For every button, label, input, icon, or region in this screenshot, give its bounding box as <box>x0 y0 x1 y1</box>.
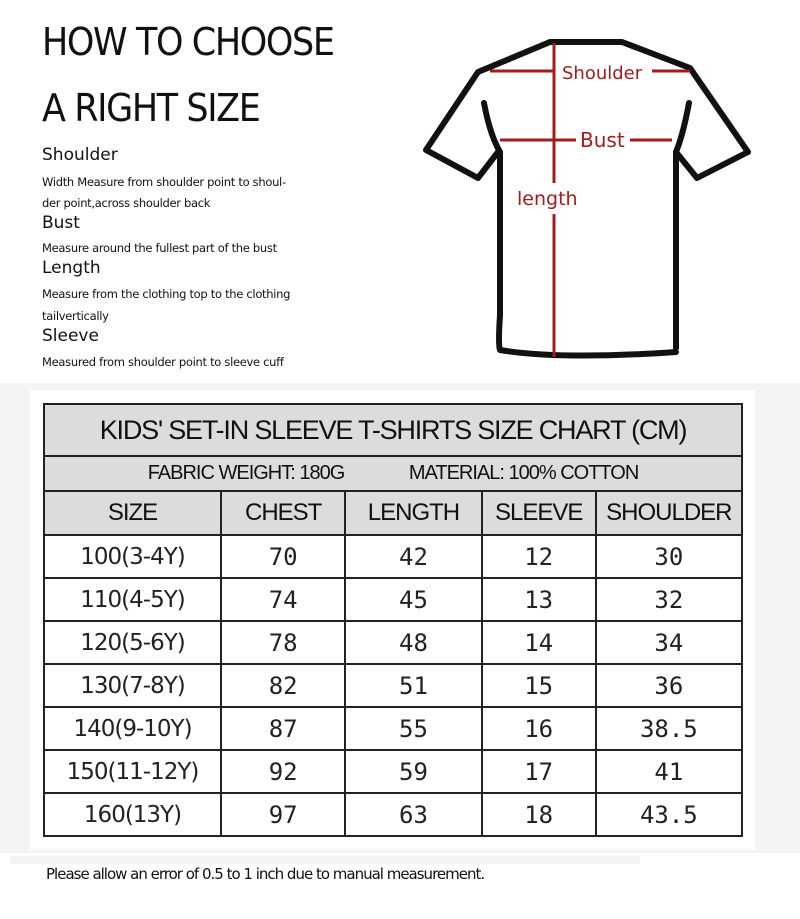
cell-chest: 97 <box>221 793 345 836</box>
cell-length: 59 <box>345 750 481 793</box>
chart-title: KIDS' SET-IN SLEEVE T-SHIRTS SIZE CHART (CM) <box>44 404 742 456</box>
cell-size: 160(13Y) <box>44 793 221 836</box>
desc-length-line1: Measure from the clothing top to the clothing <box>42 287 291 301</box>
cell-chest: 74 <box>221 578 345 621</box>
cell-chest: 92 <box>221 750 345 793</box>
term-sleeve: Sleeve <box>42 326 99 346</box>
cell-length: 51 <box>345 664 481 707</box>
table-row <box>44 707 742 750</box>
note-divider <box>10 856 640 864</box>
desc-sleeve: Measured from shoulder point to sleeve cuff <box>42 355 284 369</box>
desc-shoulder-line2: der point,across shoulder back <box>42 196 211 210</box>
tshirt-outline-icon <box>426 42 748 356</box>
guide-title-line1: HOW TO CHOOSE <box>42 20 334 64</box>
header-shoulder: SHOULDER <box>596 491 742 535</box>
cell-shoulder: 32 <box>596 578 742 621</box>
cell-chest: 82 <box>221 664 345 707</box>
cell-shoulder: 36 <box>596 664 742 707</box>
cell-chest: 87 <box>221 707 345 750</box>
cell-length: 55 <box>345 707 481 750</box>
guide-title-line2: A RIGHT SIZE <box>42 86 260 130</box>
cell-sleeve: 15 <box>482 664 596 707</box>
cell-size: 100(3-4Y) <box>44 535 221 578</box>
header-chest: CHEST <box>221 491 345 535</box>
fabric-weight: FABRIC WEIGHT: 180G <box>147 462 345 484</box>
cell-length: 45 <box>345 578 481 621</box>
table-row <box>44 621 742 664</box>
cell-shoulder: 38.5 <box>596 707 742 750</box>
table-row <box>44 535 742 578</box>
cell-sleeve: 14 <box>482 621 596 664</box>
cell-length: 42 <box>345 535 481 578</box>
desc-shoulder-line1: Width Measure from shoulder point to shoul- <box>42 175 286 189</box>
cell-sleeve: 13 <box>482 578 596 621</box>
cell-shoulder: 43.5 <box>596 793 742 836</box>
cell-sleeve: 18 <box>482 793 596 836</box>
desc-bust: Measure around the fullest part of the bust <box>42 241 277 255</box>
term-shoulder: Shoulder <box>42 145 118 165</box>
desc-length-line2: tailvertically <box>42 309 109 323</box>
cell-chest: 70 <box>221 535 345 578</box>
header-sleeve: SLEEVE <box>482 491 596 535</box>
cell-sleeve: 16 <box>482 707 596 750</box>
cell-sleeve: 12 <box>482 535 596 578</box>
cell-size: 110(4-5Y) <box>44 578 221 621</box>
cell-length: 63 <box>345 793 481 836</box>
material: MATERIAL: 100% COTTON <box>408 462 639 484</box>
table-row <box>44 578 742 621</box>
table-row <box>44 750 742 793</box>
table-row <box>44 793 742 836</box>
cell-size: 130(7-8Y) <box>44 664 221 707</box>
cell-shoulder: 41 <box>596 750 742 793</box>
label-length: length <box>517 188 578 210</box>
cell-sleeve: 17 <box>482 750 596 793</box>
label-shoulder: Shoulder <box>562 63 643 84</box>
header-size: SIZE <box>44 491 221 535</box>
term-bust: Bust <box>42 213 80 233</box>
table-row <box>44 664 742 707</box>
cell-chest: 78 <box>221 621 345 664</box>
cell-size: 140(9-10Y) <box>44 707 221 750</box>
header-length: LENGTH <box>345 491 481 535</box>
cell-size: 120(5-6Y) <box>44 621 221 664</box>
cell-shoulder: 30 <box>596 535 742 578</box>
cell-size: 150(11-12Y) <box>44 750 221 793</box>
size-chart-table <box>43 403 743 837</box>
cell-length: 48 <box>345 621 481 664</box>
fabric-info <box>44 456 742 491</box>
tshirt-diagram <box>420 30 760 370</box>
column-headers <box>44 491 742 535</box>
cell-shoulder: 34 <box>596 621 742 664</box>
measurement-note: Please allow an error of 0.5 to 1 inch due to manual measurement. <box>46 865 485 883</box>
term-length: Length <box>42 258 101 278</box>
label-bust: Bust <box>580 128 625 152</box>
